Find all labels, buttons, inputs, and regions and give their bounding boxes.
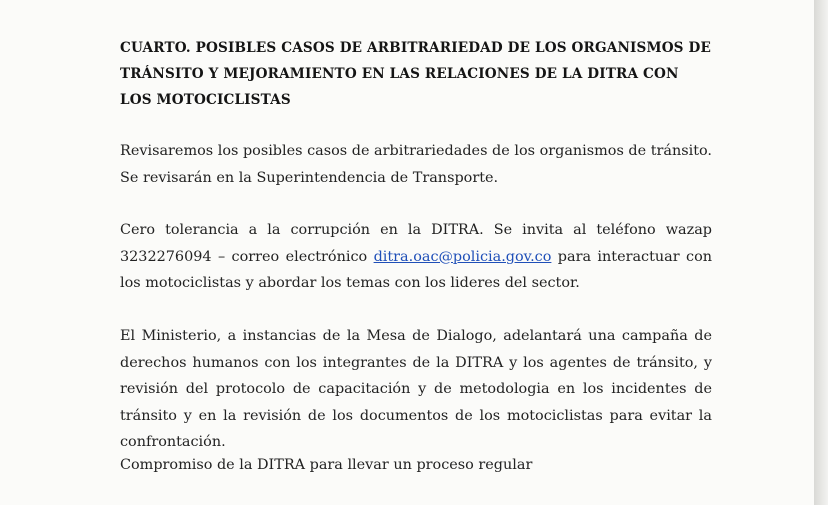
paragraph-ministerio: El Ministerio, a instancias de la Mesa de Dialogo, adelantará una campaña de derechos humanos con los integrantes de la DITRA y los agentes de tránsito, y revisión del protocolo de capacitación y de metodologia en los incidentes de tránsito y en la revisión de los documentos de los motociclistas para evitar la confrontación.	[120, 328, 712, 450]
paragraph-compromiso: Compromiso de la DITRA para llevar un proceso regular	[120, 457, 533, 473]
email-link[interactable]: ditra.oac@policia.gov.co	[373, 248, 552, 265]
paragraph-arbitrariedades: Revisaremos los posibles casos de arbitrariedades de los organismos de tránsito. Se revisarán en la Superintendencia de Transporte.	[120, 143, 712, 186]
paragraph-corrupcion-text-end: para interactuar con los motociclistas y abordar los temas con los lideres del sector.	[120, 248, 713, 291]
paragraph-corrupcion-text-start: Cero tolerancia a la corrupción en la DITRA. Se invita al teléfono wazap 3232276094 – correo electrónico	[120, 222, 712, 265]
section-heading: CUARTO. POSIBLES CASOS DE ARBITRARIEDAD DE LOS ORGANISMOS DE TRÁNSITO Y MEJORAMIENTO EN LAS RELACIONES DE LA DITRA CON LOS MOTOCICLISTAS	[120, 40, 711, 108]
page-edge-shadow	[814, 0, 828, 505]
paragraph-corrupcion	[120, 217, 712, 297]
